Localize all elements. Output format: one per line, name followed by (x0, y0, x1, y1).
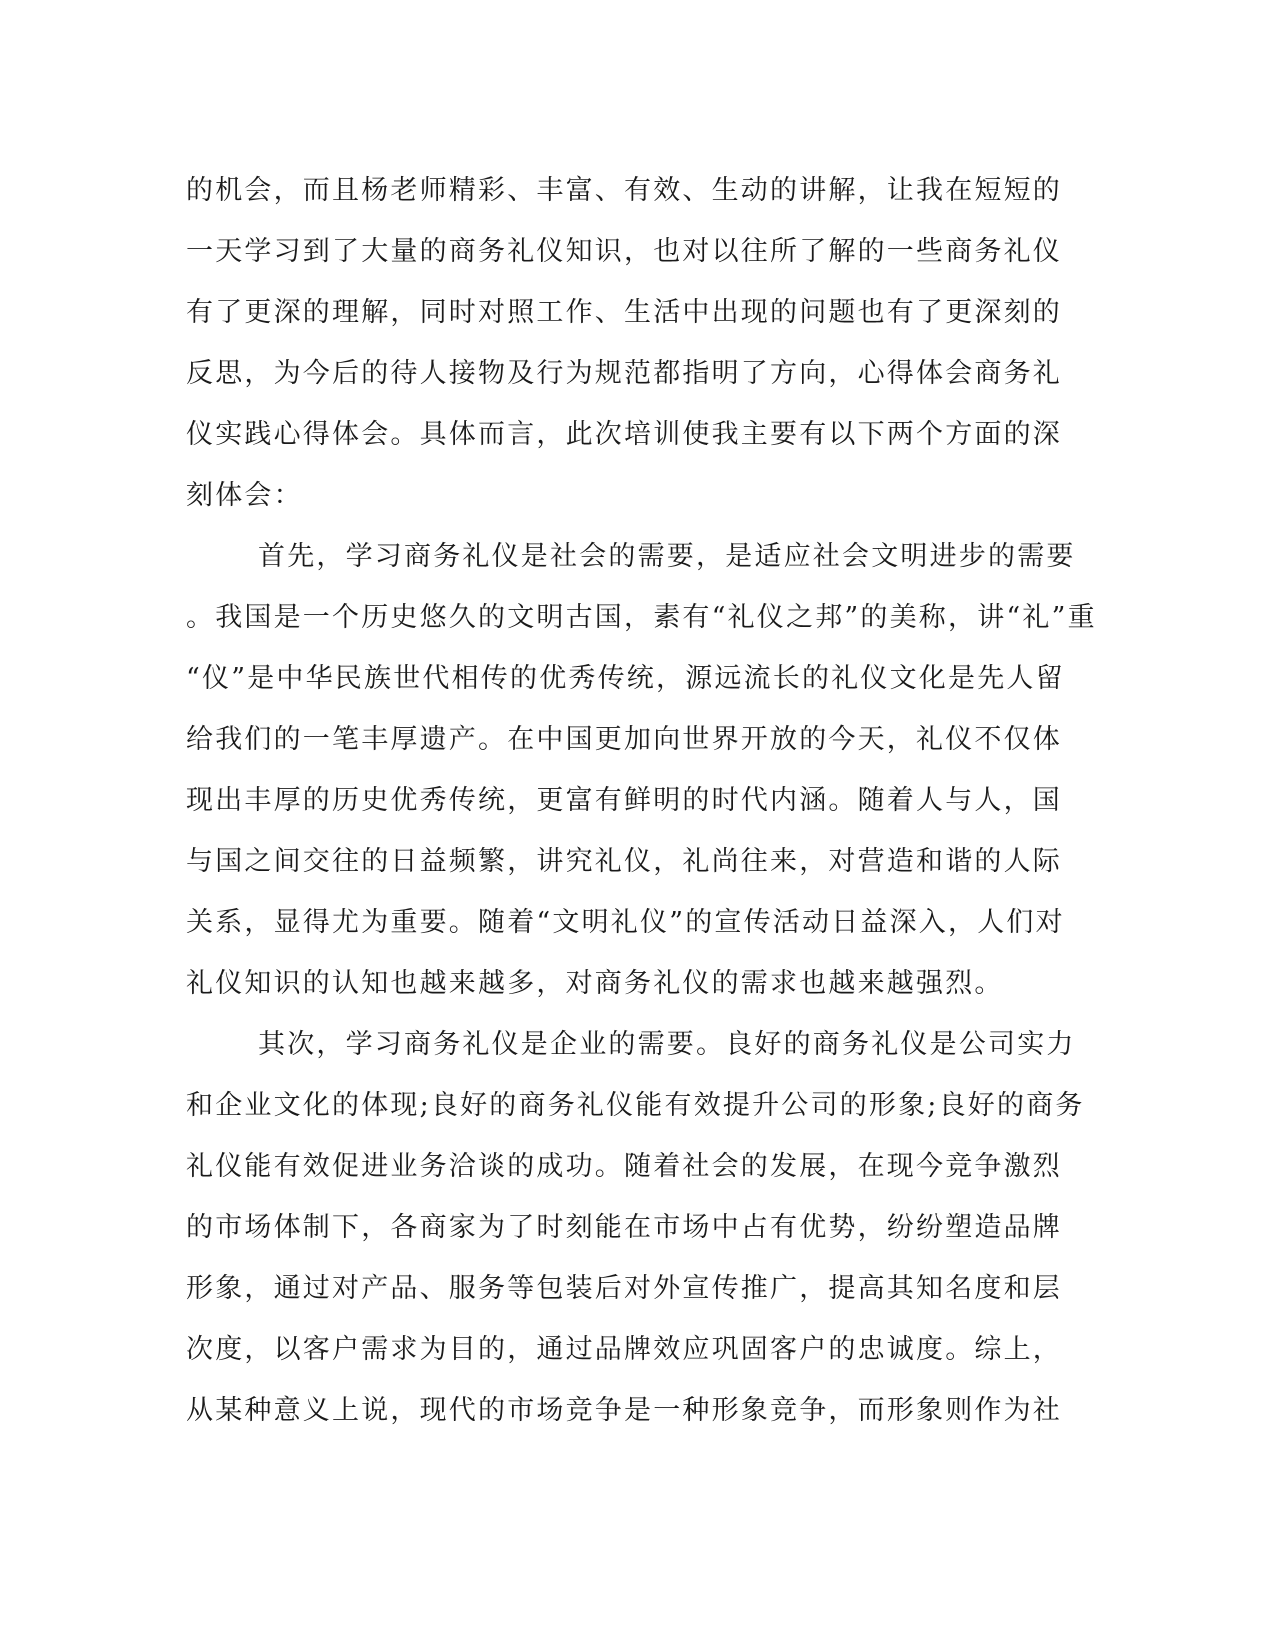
text-line: 一天学习到了大量的商务礼仪知识，也对以往所了解的一些商务礼仪 (186, 236, 1062, 267)
text-line: 的市场体制下，各商家为了时刻能在市场中占有优势，纷纷塑造品牌 (186, 1212, 1062, 1243)
text-line: 次度，以客户需求为目的，通过品牌效应巩固客户的忠诚度。综上， (186, 1334, 1062, 1365)
text-line: 和企业文化的体现;良好的商务礼仪能有效提升公司的形象;良好的商务 (186, 1090, 1085, 1121)
text-line: 礼仪能有效促进业务洽谈的成功。随着社会的发展，在现今竞争激烈 (186, 1151, 1062, 1182)
text-line: 形象，通过对产品、服务等包装后对外宣传推广，提高其知名度和层 (186, 1273, 1062, 1304)
text-line: 仪实践心得体会。具体而言，此次培训使我主要有以下两个方面的深 (186, 419, 1062, 450)
paragraph-first-line: 首先，学习商务礼仪是社会的需要，是适应社会文明进步的需要 (258, 541, 1076, 572)
text-line: 刻体会： (186, 480, 303, 511)
text-line: 。我国是一个历史悠久的文明古国，素有“礼仪之邦”的美称，讲“礼”重 (186, 602, 1097, 633)
text-line: “仪”是中华民族世代相传的优秀传统，源远流长的礼仪文化是先人留 (186, 663, 1065, 694)
text-line: 有了更深的理解，同时对照工作、生活中出现的问题也有了更深刻的 (186, 297, 1062, 328)
text-line: 给我们的一笔丰厚遗产。在中国更加向世界开放的今天，礼仪不仅体 (186, 724, 1062, 755)
text-line: 现出丰厚的历史优秀传统，更富有鲜明的时代内涵。随着人与人，国 (186, 785, 1062, 816)
text-line: 与国之间交往的日益频繁，讲究礼仪，礼尚往来，对营造和谐的人际 (186, 846, 1062, 877)
text-line: 关系，显得尤为重要。随着“文明礼仪”的宣传活动日益深入，人们对 (186, 907, 1065, 938)
body-text (186, 160, 1097, 1441)
paragraph-first-line: 其次，学习商务礼仪是企业的需要。良好的商务礼仪是公司实力 (258, 1029, 1076, 1060)
text-line: 反思，为今后的待人接物及行为规范都指明了方向，心得体会商务礼 (186, 358, 1062, 389)
text-line: 礼仪知识的认知也越来越多，对商务礼仪的需求也越来越强烈。 (186, 968, 1004, 999)
text-line: 的机会，而且杨老师精彩、丰富、有效、生动的讲解，让我在短短的 (186, 175, 1062, 206)
text-line: 从某种意义上说，现代的市场竞争是一种形象竞争，而形象则作为社 (186, 1395, 1062, 1426)
